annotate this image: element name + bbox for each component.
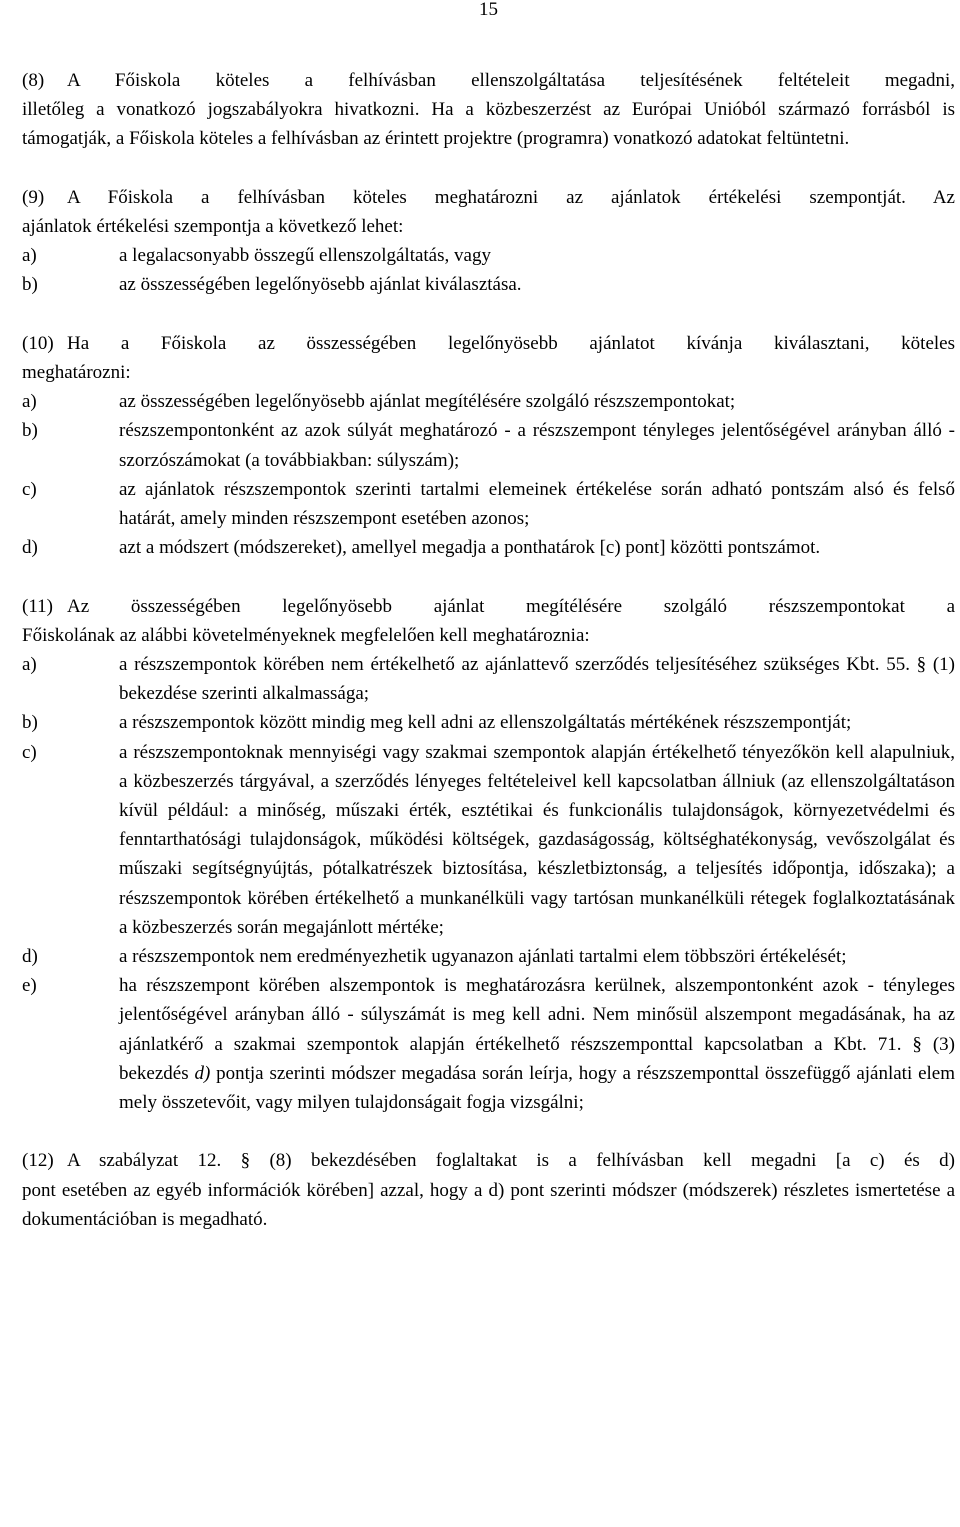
- item-label: c): [22, 741, 37, 763]
- list-item: [22, 533, 955, 562]
- list-item: [22, 387, 955, 416]
- paragraph-lead: Az összességében legelőnyösebb ajánlat megítélésére szolgáló részszempontokat a: [67, 595, 955, 617]
- page-number: 15: [479, 0, 498, 20]
- item-text-part: ha részszempont körében alszempontok is meghatározásra kerülnek, alszempontonként azok - tényleges jelentőségével arányban álló - súlyszámát is meg kell adni. Nem minősül alszempont megadásának, ha az ajánlatkérő a szakmai szempontok alapján értékelhető részszemponttal kapcsolatban a Kbt. 71. § (3) bekezdés: [119, 975, 955, 1084]
- paragraph-text: meghatározni:: [22, 362, 131, 383]
- item-label: d): [22, 537, 38, 559]
- paragraph-12: [22, 1146, 955, 1234]
- item-text: az ajánlatok részszempontok szerinti tartalmi elemeinek értékelése során adható pontszám alsó és felső határát, amely minden részszempont esetében azonos;: [119, 478, 955, 530]
- item-list: [22, 387, 955, 562]
- item-list: [22, 241, 955, 299]
- document-content: [22, 66, 955, 1234]
- paragraph-lead: Ha a Főiskola az összességében legelőnyösebb ajánlatot kívánja kiválasztani, köteles: [67, 332, 955, 354]
- paragraph-9: [22, 183, 955, 300]
- item-label: c): [22, 478, 37, 500]
- item-text: [119, 971, 955, 1117]
- item-text: részszempontonként az azok súlyát meghatározó - a részszempont tényleges jelentőségével arányban álló - szorzószámokat (a továbbiakban: súlyszám);: [119, 420, 955, 471]
- list-item: [22, 708, 955, 737]
- item-text: a részszempontok között mindig meg kell adni az ellenszolgáltatás mértékének részszempontját;: [119, 712, 852, 734]
- paragraph-lead: A Főiskola a felhívásban köteles meghatározni az ajánlatok értékelési szempontját. Az: [67, 186, 955, 208]
- item-label: a): [22, 654, 37, 676]
- paragraph-text: Főiskolának az alábbi követelményeknek megfelelően kell meghatároznia:: [22, 624, 590, 646]
- paragraph-text: pont esetében az egyéb információk körében] azzal, hogy a d) pont szerinti módszer (módszerek) részletes ismertetése a dokumentációban is megadható.: [22, 1179, 955, 1230]
- list-item: [22, 416, 955, 474]
- paragraph-text: ajánlatok értékelési szempontja a következő lehet:: [22, 216, 404, 237]
- paragraph-lead: A Főiskola köteles a felhívásban ellenszolgáltatása teljesítésének feltételeit megadni,: [67, 70, 955, 91]
- item-text: a részszempontok körében nem értékelhető az ajánlattevő szerződés teljesítéséhez szükséges Kbt. 55. § (1) bekezdése szerinti alkalmassága;: [119, 654, 955, 705]
- paragraph-8: [22, 66, 955, 154]
- paragraph-lead: A szabályzat 12. § (8) bekezdésében foglaltakat is a felhívásban kell megadni [a c) és d): [67, 1150, 955, 1172]
- list-item: [22, 475, 955, 533]
- item-text: a részszempontok nem eredményezhetik ugyanazon ajánlati tartalmi elem többszöri értékelését;: [119, 946, 847, 968]
- item-label: b): [22, 712, 38, 734]
- list-item: [22, 971, 955, 1117]
- item-text: az összességében legelőnyösebb ajánlat megítélésére szolgáló részszempontokat;: [119, 391, 736, 413]
- paragraph-number: (12): [22, 1150, 54, 1172]
- paragraph-11: [22, 592, 955, 1118]
- item-label: a): [22, 245, 37, 267]
- list-item: [22, 241, 955, 270]
- list-item: [22, 270, 955, 299]
- item-label: b): [22, 274, 38, 296]
- paragraph-number: (11): [22, 595, 53, 617]
- item-text-italic: d): [194, 1062, 211, 1084]
- paragraph-text: illetőleg a vonatkozó jogszabályokra hivatkozni. Ha a közbeszerzést az Európai Unióból származó forrásból is támogatják, a Főiskola köteles a felhívásban az érintett projektre (programra) vonatkozó adatokat feltüntetni.: [22, 99, 955, 150]
- item-text: azt a módszert (módszereket), amellyel megadja a ponthatárok [c) pont] közötti pontszámot.: [119, 537, 821, 559]
- list-item: [22, 650, 955, 708]
- paragraph-10: [22, 329, 955, 563]
- item-text: a részszempontoknak mennyiségi vagy szakmai szempontok alapján értékelhető tényezőkön kell alapulniuk, a közbeszerzés tárgyával, a szerződés lényeges feltételeivel kell kapcsolatban állniuk (az ellenszolgáltatáson kívül például: a minőség, műszaki érték, esztétikai és funkcionális tulajdonságok, környezetvédelmi és fenntarthatósági tulajdonságok, működési költségek, gazdaságosság, költséghatékonyság, vevőszolgálat és műszaki segítségnyújtás, pótalkatrészek biztosítása, készletbiztonság, a teljesítés időpontja, időszaka); a részszempontok körében értékelhető a munkanélküli vagy tartósan munkanélküli rétegek foglalkoztatásának a közbeszerzés során megajánlott mértéke;: [119, 741, 955, 938]
- item-text: a legalacsonyabb összegű ellenszolgáltatás, vagy: [119, 245, 491, 267]
- item-list: [22, 650, 955, 1117]
- list-item: [22, 738, 955, 942]
- item-label: d): [22, 946, 38, 968]
- item-text: az összességében legelőnyösebb ajánlat kiválasztása.: [119, 274, 522, 296]
- item-label: a): [22, 391, 37, 413]
- paragraph-number: (8): [22, 70, 45, 91]
- paragraph-number: (9): [22, 186, 45, 208]
- item-label: b): [22, 420, 38, 442]
- item-text-part: pontja szerinti módszer megadása során leírja, hogy a részszemponttal összefüggő ajánlati elem mely összetevőit, vagy milyen tulajdonságait fogja vizsgálni;: [119, 1062, 955, 1114]
- list-item: [22, 942, 955, 971]
- paragraph-number: (10): [22, 332, 54, 354]
- item-label: e): [22, 975, 37, 997]
